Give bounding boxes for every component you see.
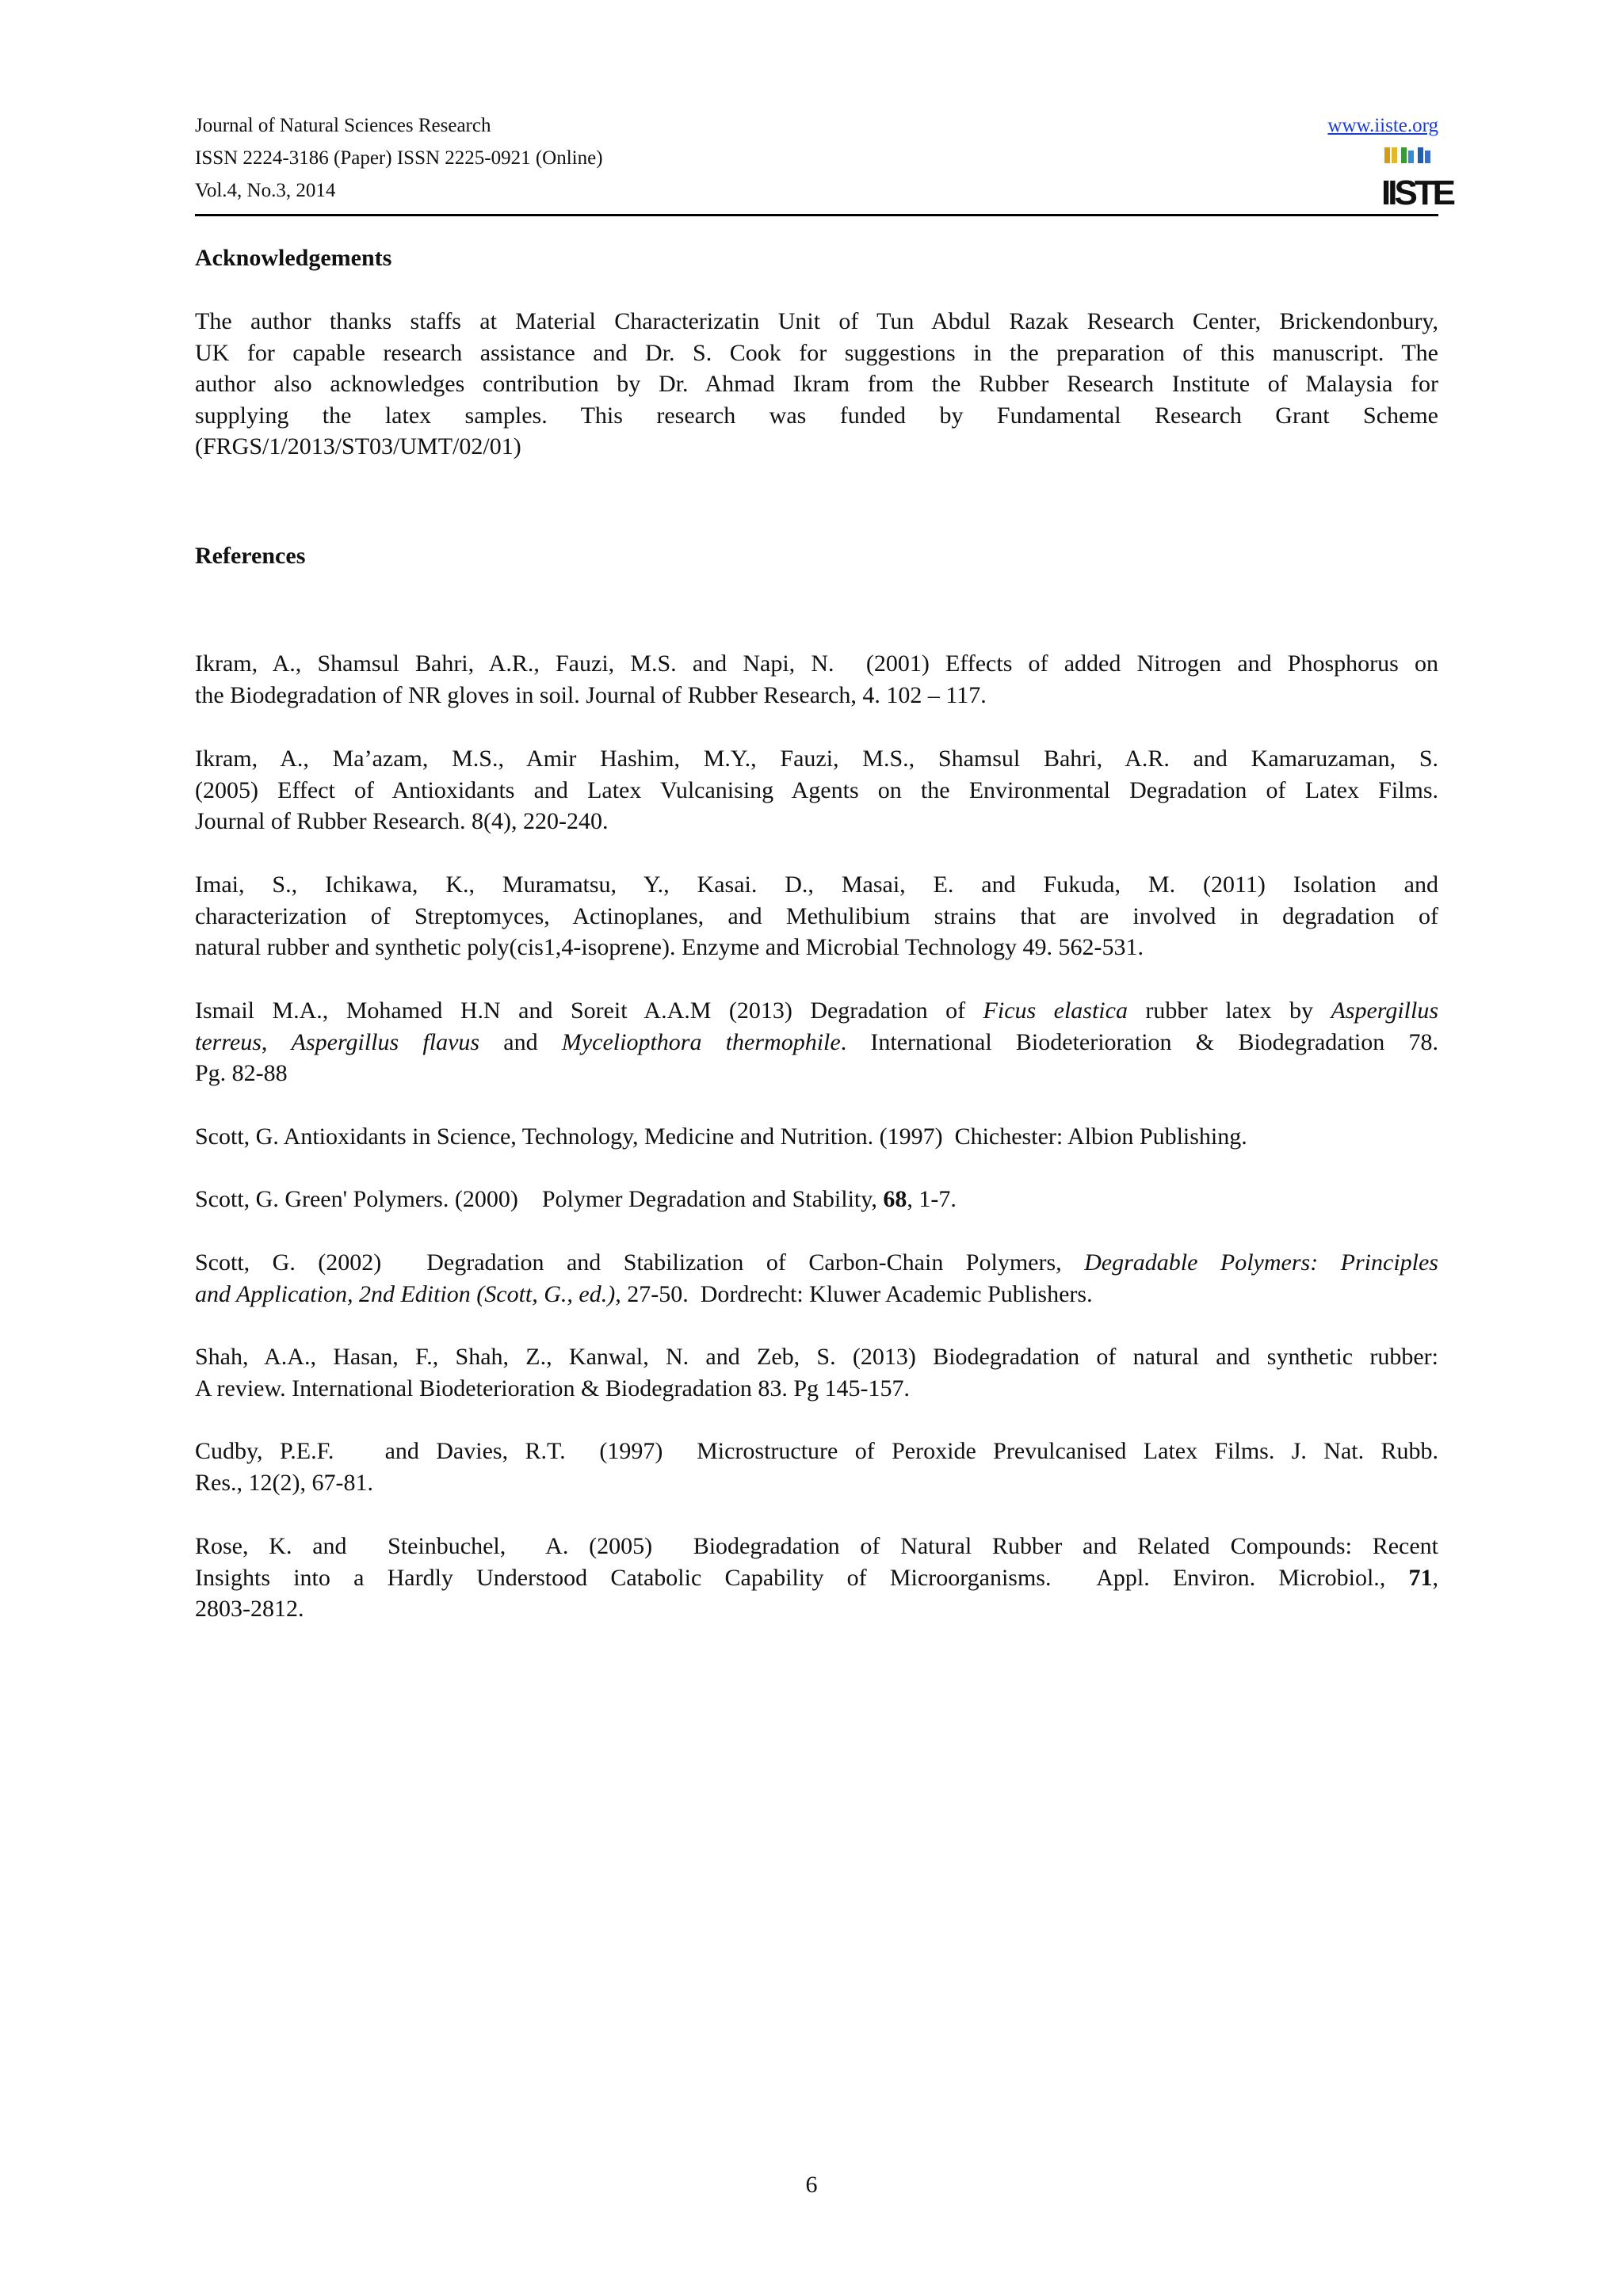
- reference-item: [195, 1531, 1438, 1625]
- text-line: The author thanks staffs at Material Characterizatin Unit of Tun Abdul Razak Research Center, Brickendonbury,: [195, 308, 1438, 334]
- reference-item: [195, 995, 1438, 1089]
- text-line: Shah, A.A., Hasan, F., Shah, Z., Kanwal, N. and Zeb, S. (2013) Biodegradation of natural and synthetic rubber:: [195, 1344, 1438, 1370]
- running-header: [195, 113, 1453, 216]
- text-line: Rose, K. and Steinbuchel, A. (2005) Biodegradation of Natural Rubber and Related Compounds: Recent: [195, 1533, 1438, 1559]
- text-line: author also acknowledges contribution by Dr. Ahmad Ikram from the Rubber Research Institute of Malaysia for: [195, 371, 1438, 397]
- text-line: Cudby, P.E.F. and Davies, R.T. (1997) Microstructure of Peroxide Prevulcanised Latex Films. J. Nat. Rubb.: [195, 1438, 1438, 1464]
- text-line: Ikram, A., Shamsul Bahri, A.R., Fauzi, M.S. and Napi, N. (2001) Effects of added Nitrogen and Phosphorus on: [195, 650, 1438, 677]
- species-name: terreus: [195, 1028, 262, 1055]
- species-name: Aspergillus flavus: [291, 1028, 480, 1055]
- reference-item: [195, 1436, 1438, 1498]
- text-line: Insights into a Hardly Understood Catabolic Capability of Microorganisms. Appl. Environ. Microbiol., 71,: [195, 1564, 1439, 1591]
- journal-name: Journal of Natural Sciences Research: [195, 115, 491, 136]
- text-line: Res., 12(2), 67-81.: [195, 1469, 373, 1496]
- text-line: Ikram, A., Ma’azam, M.S., Amir Hashim, M.Y., Fauzi, M.S., Shamsul Bahri, A.R. and Kamaruzaman, S.: [195, 746, 1438, 772]
- reference-item: [195, 648, 1438, 711]
- text-line: Pg. 82-88: [195, 1060, 288, 1086]
- text-line: supplying the latex samples. This research was funded by Fundamental Research Grant Scheme: [195, 402, 1438, 429]
- iiste-logo-icon: [1380, 146, 1453, 212]
- reference-item: [195, 1247, 1438, 1310]
- reference-item: [195, 743, 1438, 837]
- volume-line: Vol.4, No.3, 2014: [195, 180, 336, 201]
- text-line: A review. International Biodeterioration & Biodegradation 83. Pg 145-157.: [195, 1375, 911, 1402]
- text-line: Scott, G. Green' Polymers. (2000) Polymer Degradation and Stability, 68, 1-7.: [195, 1186, 957, 1212]
- volume-number: 68: [883, 1186, 907, 1212]
- text-line: characterization of Streptomyces, Actinoplanes, and Methulibium strains that are involved in degradation of: [195, 902, 1438, 929]
- text-line: Imai, S., Ichikawa, K., Muramatsu, Y., Kasai. D., Masai, E. and Fukuda, M. (2011) Isolation and: [195, 871, 1438, 898]
- issn-line: ISSN 2224-3186 (Paper) ISSN 2225-0921 (Online): [195, 147, 603, 169]
- book-title: and Application, 2nd Edition (Scott, G., ed.),: [195, 1280, 621, 1307]
- italic-comma: ,: [1379, 1564, 1386, 1591]
- species-name: Aspergillus: [1331, 997, 1438, 1024]
- reference-item: [195, 1341, 1438, 1404]
- text-line: (2005) Effect of Antioxidants and Latex Vulcanising Agents on the Environmental Degradation of Latex Films.: [195, 776, 1438, 803]
- text-line: Scott, G. Antioxidants in Science, Technology, Medicine and Nutrition. (1997) Chichester: Albion Publishing.: [195, 1123, 1247, 1150]
- volume-number: 71: [1408, 1564, 1433, 1591]
- svg-text:IISTE: IISTE: [1381, 174, 1453, 212]
- book-title: , Degradable Polymers: Principles: [1056, 1249, 1438, 1276]
- text-line: 2803-2812.: [195, 1596, 304, 1622]
- text-line: natural rubber and synthetic poly(cis1,4-isoprene). Enzyme and Microbial Technology 49. 562-531.: [195, 934, 1144, 960]
- text-line: and Application, 2nd Edition (Scott, G., ed.), 27-50. Dordrecht: Kluwer Academic Publishers.: [195, 1280, 1093, 1307]
- acknowledgements-heading: Acknowledgements: [195, 245, 392, 271]
- website-link[interactable]: www.iiste.org: [1327, 115, 1438, 136]
- references-heading: References: [195, 543, 306, 569]
- text-line: the Biodegradation of NR gloves in soil. Journal of Rubber Research, 4. 102 – 117.: [195, 681, 987, 708]
- text-line: terreus, Aspergillus flavus and Myceliopthora thermophile. International Biodeterioration & Biodegradation 78.: [195, 1028, 1439, 1055]
- acknowledgements-text: [195, 306, 1438, 463]
- text-line: Journal of Rubber Research. 8(4), 220-240.: [195, 808, 609, 834]
- text-line: UK for capable research assistance and Dr. S. Cook for suggestions in the preparation of this manuscript. The: [195, 339, 1438, 366]
- reference-item: [195, 869, 1438, 963]
- species-name: Ficus elastica: [983, 997, 1128, 1024]
- text-line: Ismail M.A., Mohamed H.N and Soreit A.A.M (2013) Degradation of Ficus elastica rubber latex by Aspergillus: [195, 997, 1438, 1024]
- page-number: 6: [805, 2172, 818, 2198]
- text-line: Scott, G. (2002) Degradation and Stabilization of Carbon-Chain Polymers, Degradable Polymers: Principles: [195, 1249, 1438, 1276]
- text-line: (FRGS/1/2013/ST03/UMT/02/01): [195, 433, 521, 460]
- reference-item: [195, 1184, 1438, 1215]
- reference-item: [195, 1121, 1438, 1153]
- species-name: Myceliopthora thermophile: [561, 1028, 841, 1055]
